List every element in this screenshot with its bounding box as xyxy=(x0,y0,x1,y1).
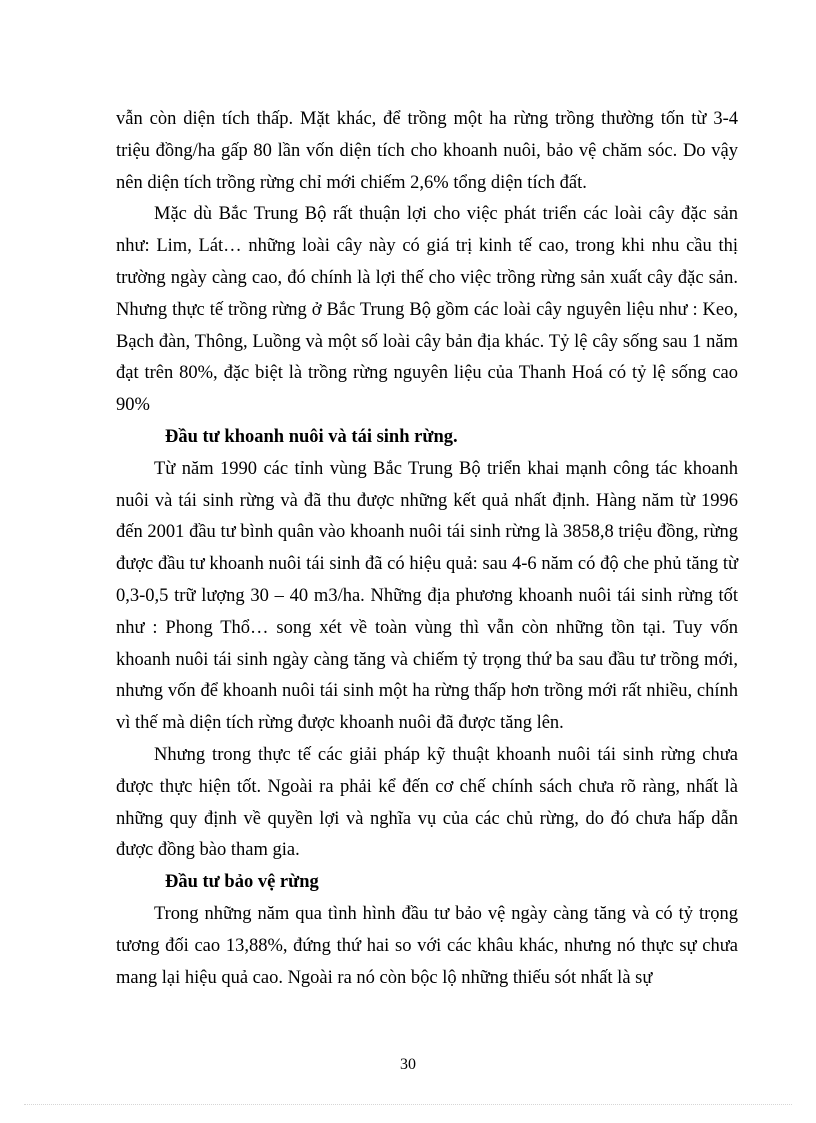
section-heading-regeneration: Đầu tư khoanh nuôi và tái sinh rừng. xyxy=(165,426,458,447)
page-number: 30 xyxy=(400,1056,416,1073)
page-content xyxy=(116,104,738,994)
paragraph-5: Trong những năm qua tình hình đầu tư bảo vệ ngày càng tăng và có tỷ trọng tương đối cao 13,88%, đứng thứ hai so với các khâu khác, nhưng nó thực sự chưa mang lại hiệu quả cao. Ngoài ra nó còn bộc lộ những thiếu sót nhất là sự xyxy=(116,903,738,988)
section-heading-protection: Đầu tư bảo vệ rừng xyxy=(165,872,319,893)
page-bottom-divider xyxy=(24,1104,792,1105)
paragraph-4: Nhưng trong thực tế các giải pháp kỹ thuật khoanh nuôi tái sinh rừng chưa được thực hiện tốt. Ngoài ra phải kể đến cơ chế chính sách chưa rõ ràng, nhất là những quy định về quyền lợi và nghĩa vụ của các chủ rừng, do đó chưa hấp dẫn được đồng bào tham gia. xyxy=(116,744,738,861)
paragraph-3: Từ năm 1990 các tỉnh vùng Bắc Trung Bộ triển khai mạnh công tác khoanh nuôi và tái sinh rừng và đã thu được những kết quả nhất định. Hàng năm từ 1996 đến 2001 đầu tư bình quân vào khoanh nuôi tái sinh rừng là 3858,8 triệu đồng, rừng được đầu tư khoanh nuôi tái sinh đã có hiệu quả: sau 4-6 năm có độ che phủ tăng từ 0,3-0,5 trữ lượng 30 – 40 m3/ha. Những địa phương khoanh nuôi tái sinh rừng tốt như : Phong Thổ… song xét về toàn vùng thì vẫn còn những tồn tại. Tuy vốn khoanh nuôi tái sinh ngày càng tăng và chiếm tỷ trọng thứ ba sau đầu tư trồng mới, nhưng vốn để khoanh nuôi tái sinh một ha rừng thấp hơn trồng mới rất nhiều, chính vì thế mà diện tích rừng được khoanh nuôi đã được tăng lên. xyxy=(116,458,738,734)
paragraph-1: vẫn còn diện tích thấp. Mặt khác, để trồng một ha rừng trồng thường tốn từ 3-4 triệu đồng/ha gấp 80 lần vốn diện tích cho khoanh nuôi, bảo vệ chăm sóc. Do vậy nên diện tích trồng rừng chỉ mới chiếm 2,6% tổng diện tích đất. xyxy=(116,109,738,193)
paragraph-2: Mặc dù Bắc Trung Bộ rất thuận lợi cho việc phát triển các loài cây đặc sản như: Lim, Lát… những loài cây này có giá trị kinh tế cao, trong khi nhu cầu thị trường ngày càng cao, đó chính là lợi thế cho việc trồng rừng sản xuất cây đặc sản. Nhưng thực tế trồng rừng ở Bắc Trung Bộ gồm các loài cây nguyên liệu như : Keo, Bạch đàn, Thông, Luồng và một số loài cây bản địa khác. Tỷ lệ cây sống sau 1 năm đạt trên 80%, đặc biệt là trồng rừng nguyên liệu của Thanh Hoá có tỷ lệ sống cao 90% xyxy=(116,204,738,416)
